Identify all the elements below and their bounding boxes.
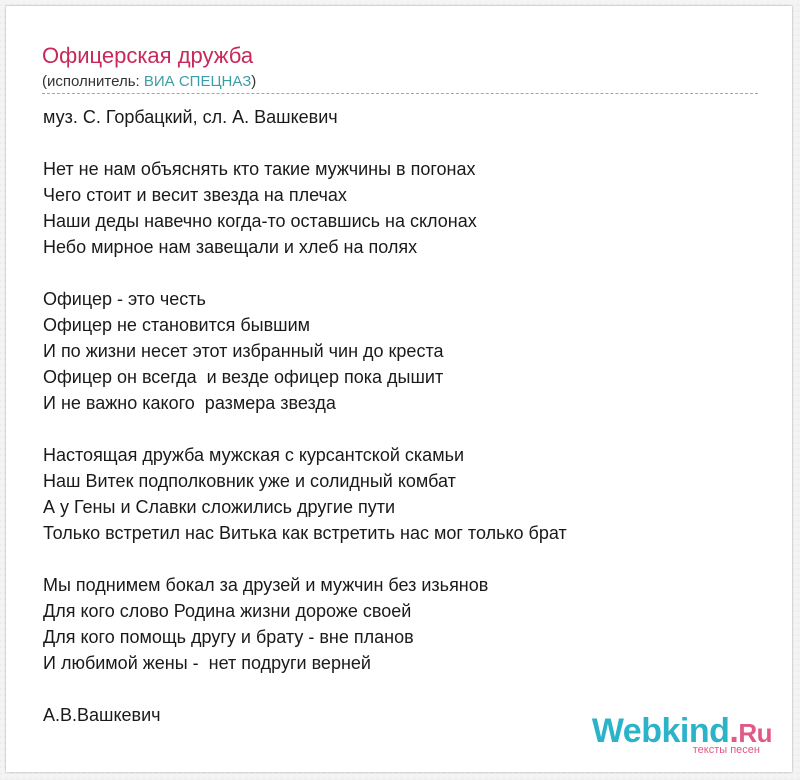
lyric-line: Для кого слово Родина жизни дороже своей (43, 601, 412, 621)
lyric-blank-line (43, 416, 567, 442)
lyric-blank-line (43, 546, 567, 572)
lyric-line: Чего стоит и весит звезда на плечах (43, 185, 347, 205)
lyric-line: Офицер не становится бывшим (43, 315, 311, 335)
artist-prefix: (исполнитель: (42, 73, 144, 90)
lyric-blank-line (43, 260, 567, 286)
lyric-line: Только встретил нас Витька как встретить нас мог только брат (43, 523, 567, 543)
lyric-blank-line (43, 130, 567, 156)
site-watermark (582, 711, 772, 761)
watermark-tagline: тексты песен (692, 744, 760, 756)
lyric-line: Офицер - это честь (43, 289, 206, 309)
lyric-line: И по жизни несет этот избранный чин до креста (43, 341, 444, 361)
song-title: Офицерская дружба (42, 43, 254, 68)
lyric-line: А у Гены и Славки сложились другие пути (43, 497, 396, 517)
lyric-line: А.В.Вашкевич (43, 705, 161, 725)
lyric-line: Для кого помощь другу и брату - вне планов (43, 627, 414, 647)
lyric-line: Офицер он всегда и везде офицер пока дышит (43, 367, 444, 387)
title-divider (42, 93, 758, 94)
artist-suffix: ) (251, 73, 257, 90)
lyric-line: Небо мирное нам завещали и хлеб на полях (43, 237, 418, 257)
lyric-line: И не важно какого размера звезда (43, 393, 336, 413)
artist-link[interactable]: ВИА СПЕЦНАЗ (143, 73, 252, 90)
lyric-line: И любимой жены - нет подруги верней (43, 653, 371, 673)
lyric-line: Нет не нам объяснять кто такие мужчины в погонах (43, 159, 476, 179)
lyric-line: Наши деды навечно когда-то оставшись на склонах (43, 211, 477, 231)
watermark-brand: Webkind (591, 712, 730, 750)
lyric-line: Наш Витек подполковник уже и солидный комбат (43, 471, 456, 491)
lyric-line: Мы поднимем бокал за друзей и мужчин без изьянов (43, 575, 489, 595)
lyric-line: муз. С. Горбацкий, сл. А. Вашкевич (43, 107, 338, 127)
watermark-dot: . (729, 712, 739, 750)
artist-line (42, 72, 256, 92)
lyrics-text (43, 104, 567, 728)
lyric-line: Настоящая дружба мужская с курсантской скамьи (43, 445, 465, 465)
lyric-blank-line (43, 676, 567, 702)
watermark-tld: Ru (738, 718, 772, 748)
